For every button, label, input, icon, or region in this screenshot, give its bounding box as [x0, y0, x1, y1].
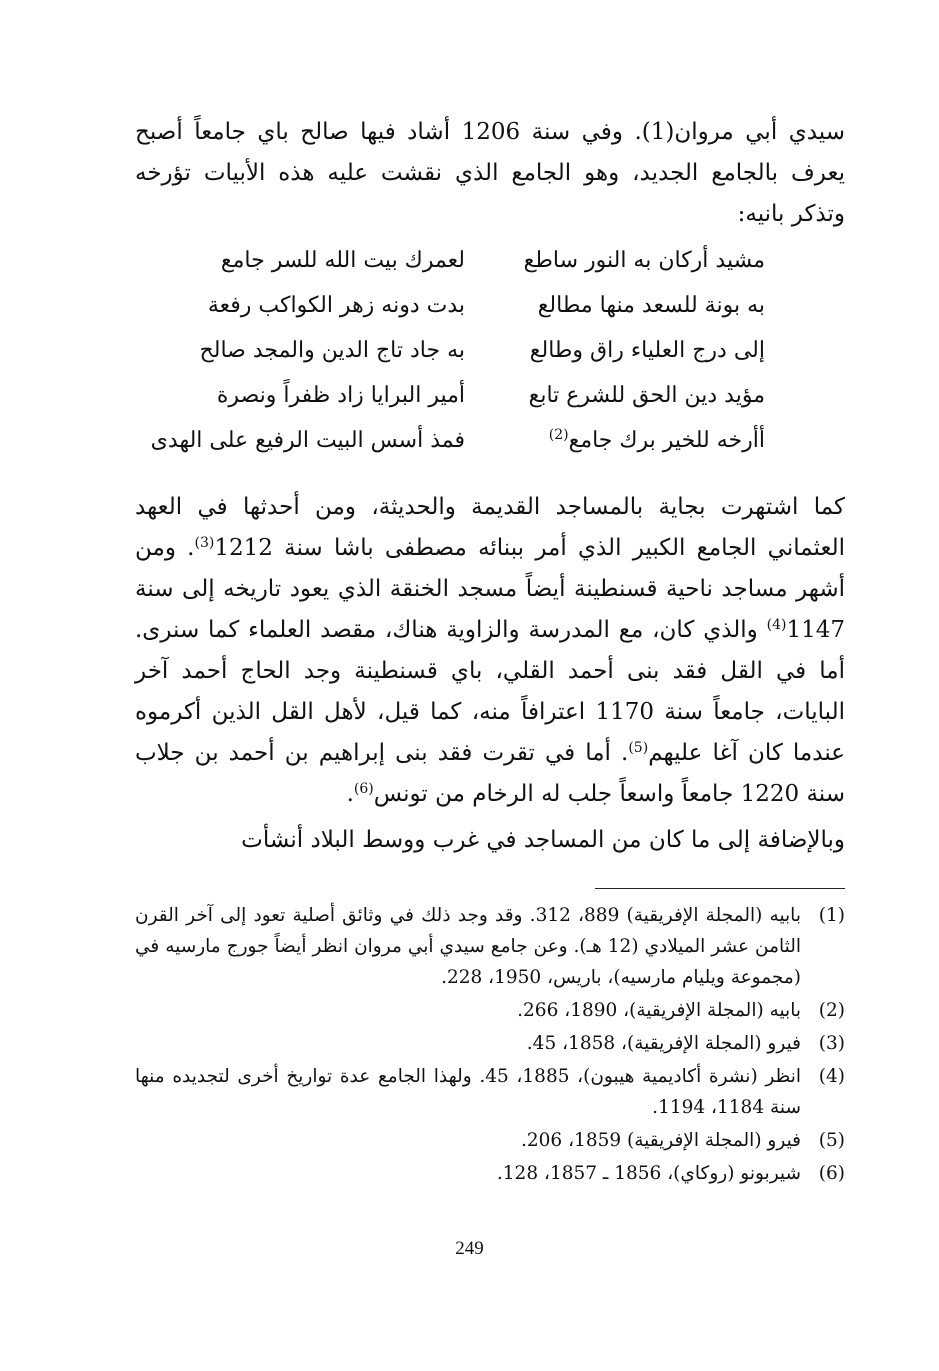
verse-2-second-hemistich: به بونة للسعد منها مطالع — [537, 293, 765, 318]
footnote-ref-4: (4) — [766, 617, 787, 633]
paragraph-mosques-part-d: . أما في تقرت فقد بنى إبراهيم بن أحمد بن جلاب سنة 1220 جامعاً واسعاً جلب له الرخام من تونس — [135, 740, 845, 807]
verse-5-first-hemistich: فمذ أسس البيت الرفيع على الهدى — [150, 428, 465, 453]
footnote-6 — [135, 1158, 845, 1189]
paragraph-mosques-part-c: والذي كان، مع المدرسة والزاوية هناك، مقصد العلماء كما سنرى. أما في القل فقد بنى أحمد القلي، باي قسنطينة وجد الحاج أحمد آخر البايات، جامعاً سنة 1170 اعترافاً منه، كما قيل، لأهل القل الذين أكرموه عندما كان آغا عليهم — [135, 617, 845, 766]
verse-3-second-hemistich: إلى درج العلياء راق وطالع — [529, 338, 765, 363]
footnote-1-text: بابيه (المجلة الإفريقية) 889، 312. وقد وجد ذلك في وثائق أصلية تعود إلى آخر القرن الثامن عشر الميلادي (12 هـ). وعن جامع سيدي أبي مروان انظر أيضاً جورج مارسيه في (مجموعة ويليام مارسيه)، باريس، 1950، 228. — [135, 905, 801, 988]
footnote-ref-2: (2) — [548, 427, 569, 443]
footnote-4-text: انظر (نشرة أكاديمية هيبون)، 1885، 45. ولهذا الجامع عدة تواريخ أخرى لتجديده منها سنة 1184، 1194. — [135, 1066, 801, 1118]
paragraph-mosques-part-a: كما اشتهرت بجاية بالمساجد القديمة والحديثة، ومن أحدثها في العهد العثماني الجامع الكبير الذي أمر ببنائه مصطفى باشا سنة 1212 — [135, 494, 845, 561]
footnote-6-number: (6) — [818, 1163, 845, 1184]
verse-2 — [165, 283, 845, 328]
paragraph-intro: سيدي أبي مروان(1). وفي سنة 1206 أشاد فيها صالح باي جامعاً أصبح يعرف بالجامع الجديد، وهو الجامع الذي نقشت عليه هذه الأبيات تؤرخه وتذكر بانيه: — [135, 119, 845, 227]
footnote-3-number: (3) — [818, 1033, 845, 1054]
footnote-3 — [135, 1028, 845, 1059]
footnote-1-number: (1) — [818, 905, 845, 926]
footnote-2-text: بابيه (المجلة الإفريقية)، 1890، 266. — [517, 1000, 801, 1021]
footnote-4-number: (4) — [818, 1066, 845, 1087]
verse-1 — [165, 238, 845, 283]
footnote-5-text: فيرو (المجلة الإفريقية) 1859، 206. — [520, 1130, 801, 1151]
paragraph-mosques-part-e: . — [346, 781, 354, 807]
footnote-2 — [135, 995, 845, 1026]
footnote-2-number: (2) — [818, 1000, 845, 1021]
footnote-5 — [135, 1125, 845, 1156]
verse-4 — [165, 373, 845, 418]
verse-3 — [165, 328, 845, 373]
footnote-5-number: (5) — [818, 1130, 845, 1151]
footnote-ref-3: (3) — [194, 535, 215, 551]
footnote-ref-5: (5) — [628, 740, 649, 756]
verse-4-second-hemistich: مؤيد دين الحق للشرع تابع — [528, 383, 765, 408]
verse-2-first-hemistich: بدت دونه زهر الكواكب رفعة — [207, 293, 465, 318]
verse-5 — [150, 418, 845, 463]
poem-verses — [150, 238, 845, 463]
footnote-4 — [135, 1061, 845, 1123]
footnotes-list — [135, 900, 845, 1191]
footnote-ref-6: (6) — [353, 781, 374, 797]
verse-4-first-hemistich: أمير البرايا زاد ظفراً ونصرة — [216, 383, 465, 408]
page-number: 249 — [455, 1238, 484, 1259]
footnote-6-text: شيربونو (روكاي)، 1856 ـ 1857، 128. — [496, 1163, 801, 1184]
verse-5-second-hemistich-text: أأرخه للخير برك جامع — [568, 428, 765, 453]
paragraph-continuation: وبالإضافة إلى ما كان من المساجد في غرب ووسط البلاد أنشأت — [241, 827, 845, 853]
verse-1-first-hemistich: لعمرك بيت الله للسر جامع — [220, 248, 465, 273]
verse-3-first-hemistich: به جاد تاج الدين والمجد صالح — [199, 338, 465, 363]
footnote-3-text: فيرو (المجلة الإفريقية)، 1858، 45. — [526, 1033, 801, 1054]
paragraph-mosques-part-b: . ومن أشهر مساجد ناحية قسنطينة أيضاً مسجد الخنقة الذي يعود تاريخه إلى سنة 1147 — [135, 535, 845, 643]
footnote-divider — [595, 888, 845, 889]
verse-5-second-hemistich — [465, 428, 765, 453]
footnote-1 — [135, 900, 845, 993]
verse-1-second-hemistich: مشيد أركان به النور ساطع — [523, 248, 765, 273]
paragraph-mosques — [135, 487, 845, 815]
